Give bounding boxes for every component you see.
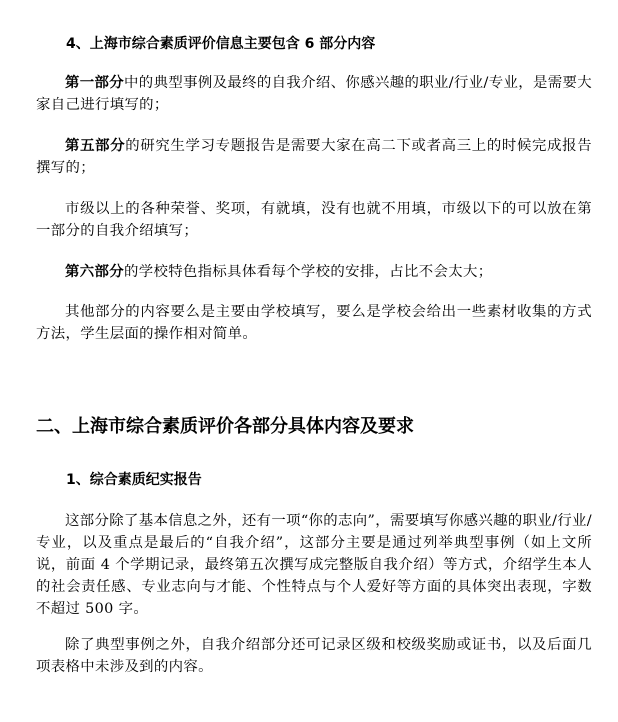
section-4-heading: 4、上海市综合素质评价信息主要包含 6 部分内容 [66,36,376,52]
part-six-lead: 第六部分 [65,264,124,280]
paragraph-report-extra: 除了典型事例之外，自我介绍部分还可记录区级和校级奖励或证书，以及后面几项表格中未涉及到的内容。 [36,637,592,675]
paragraph-part-six [36,261,592,283]
paragraph-other-parts: 其他部分的内容要么是主要由学校填写，要么是学校会给出一些素材收集的方式方法，学生层面的操作相对简单。 [36,304,592,342]
part-one-lead: 第一部分 [65,75,125,91]
paragraph-honors: 市级以上的各种荣誉、奖项，有就填，没有也就不用填，市级以下的可以放在第一部分的自我介绍填写； [36,201,592,239]
paragraph-part-one [36,72,592,116]
part-six-text: 的学校特色指标具体看每个学校的安排，占比不会太大； [123,264,493,280]
part-five-lead: 第五部分 [65,138,126,154]
paragraph-report-intro: 这部分除了基本信息之外，还有一项“你的志向”，需要填写你感兴趣的职业/行业/专业，以及重点是最后的“自我介绍”，这部分主要是通过列举典型事例（如上文所说，前面 4 个学期记录，最终第五次撰写成完整版自我介绍）等方式，介绍学生本人的社会责任感、专业志向与才能、个性特点与个人爱好等方面的具体突出表现，字数不超过 500 字。 [36,513,592,617]
paragraph-part-five [36,135,592,179]
part-five-text: 的研究生学习专题报告是需要大家在高二下或者高三上的时候完成报告撰写的； [36,138,592,176]
subsection-1-heading: 1、综合素质纪实报告 [66,472,202,488]
section-2-heading: 二、上海市综合素质评价各部分具体内容及要求 [36,416,414,437]
part-one-text: 中的典型事例及最终的自我介绍、你感兴趣的职业/行业/专业，是需要大家自己进行填写的； [36,75,593,113]
